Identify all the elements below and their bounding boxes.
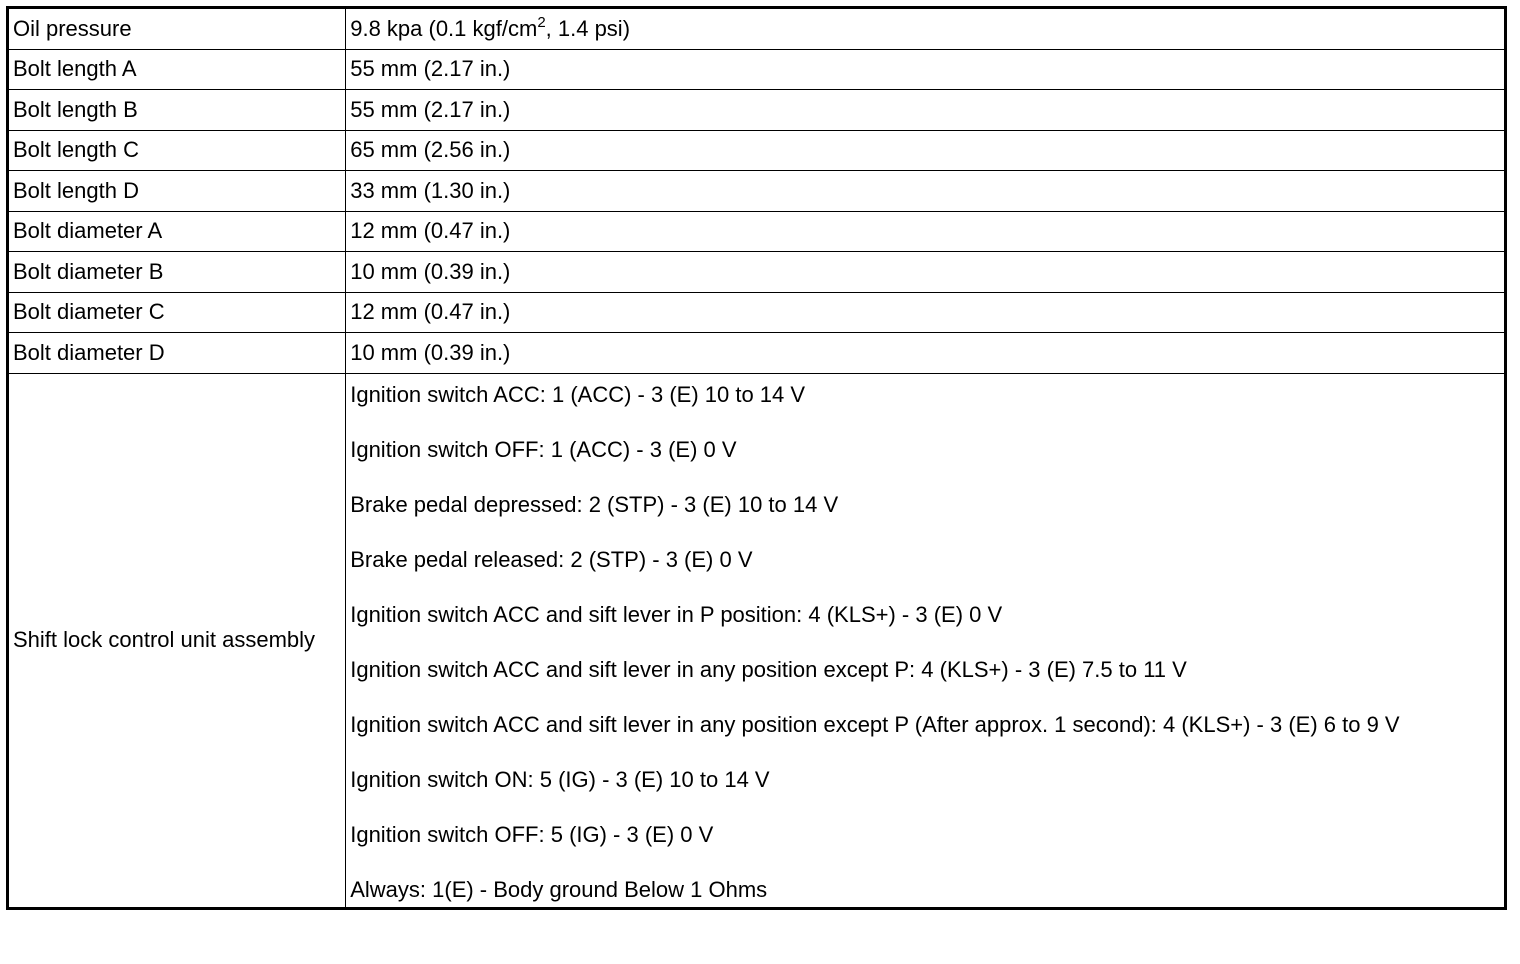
row-label: Shift lock control unit assembly [8, 373, 346, 908]
value-text: 9.8 kpa (0.1 kgf/cm [350, 15, 538, 41]
row-value: 65 mm (2.56 in.) [346, 130, 1506, 171]
value-superscript: 2 [537, 13, 546, 31]
check-line: Ignition switch ACC and sift lever in any position except P: 4 (KLS+) - 3 (E) 7.5 to 11 V [350, 656, 1187, 682]
table-row [8, 90, 1506, 131]
table-row [8, 211, 1506, 252]
value-text-end: , 1.4 psi) [545, 15, 631, 41]
row-label: Bolt diameter B [8, 252, 346, 293]
row-label: Bolt length A [8, 49, 346, 90]
check-line: Ignition switch ACC: 1 (ACC) - 3 (E) 10 to 14 V [350, 381, 806, 407]
check-line: Ignition switch ACC and sift lever in any position except P (After approx. 1 second): 4 (KLS+) - 3 (E) 6 to 9 V [350, 711, 1400, 737]
check-line: Brake pedal released: 2 (STP) - 3 (E) 0 V [350, 546, 753, 572]
spec-table [6, 6, 1507, 910]
row-value: 10 mm (0.39 in.) [346, 252, 1506, 293]
row-value: 12 mm (0.47 in.) [346, 211, 1506, 252]
table-row [8, 171, 1506, 212]
row-value: 55 mm (2.17 in.) [346, 90, 1506, 131]
row-label: Oil pressure [8, 8, 346, 50]
row-value: 10 mm (0.39 in.) [346, 333, 1506, 374]
table-row [8, 252, 1506, 293]
table-row-shift-lock [8, 373, 1506, 908]
row-label: Bolt length C [8, 130, 346, 171]
table-row [8, 333, 1506, 374]
table-row-oil-pressure [8, 8, 1506, 50]
check-line: Ignition switch OFF: 5 (IG) - 3 (E) 0 V [350, 821, 714, 847]
row-label: Bolt diameter D [8, 333, 346, 374]
table-row [8, 130, 1506, 171]
row-label: Bolt length B [8, 90, 346, 131]
row-value: 12 mm (0.47 in.) [346, 292, 1506, 333]
check-line: Ignition switch ACC and sift lever in P position: 4 (KLS+) - 3 (E) 0 V [350, 601, 1003, 627]
row-label: Bolt diameter C [8, 292, 346, 333]
row-label: Bolt diameter A [8, 211, 346, 252]
row-value: 55 mm (2.17 in.) [346, 49, 1506, 90]
row-label: Bolt length D [8, 171, 346, 212]
check-line: Always: 1(E) - Body ground Below 1 Ohms [350, 876, 768, 902]
table-row [8, 49, 1506, 90]
row-value-list [346, 373, 1506, 908]
check-line: Ignition switch OFF: 1 (ACC) - 3 (E) 0 V [350, 436, 737, 462]
row-value: 33 mm (1.30 in.) [346, 171, 1506, 212]
check-line: Brake pedal depressed: 2 (STP) - 3 (E) 10 to 14 V [350, 491, 839, 517]
table-row [8, 292, 1506, 333]
row-value [346, 8, 1506, 50]
check-line: Ignition switch ON: 5 (IG) - 3 (E) 10 to 14 V [350, 766, 770, 792]
